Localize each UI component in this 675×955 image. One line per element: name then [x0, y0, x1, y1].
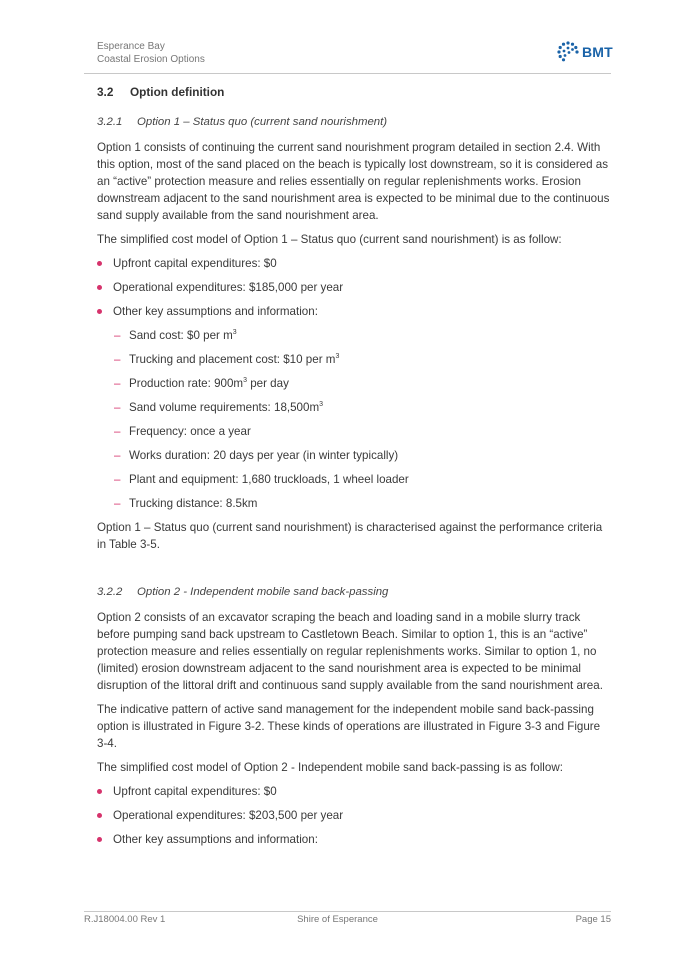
- bullet-icon: [97, 309, 102, 314]
- list-item: Operational expenditures: $185,000 per year: [97, 279, 612, 296]
- option-1-assumptions-list: [97, 327, 612, 512]
- list-item: – Trucking distance: 8.5km: [114, 497, 258, 510]
- section-heading: [97, 84, 612, 101]
- option-2-description: Option 2 consists of an excavator scraping the beach and loading sand in a mobile slurry track before pumping sand back upstream to Castletown Beach. Similar to option 1, this is an “active” protection measure and relies essentially on regular replenishments works. Similar to option 1, no (limited) erosion downstream adjacent to the sand nourishment area is expected to be minimal disruption of the littoral drift and continuous sand supply available from the sand nourishment area.: [97, 611, 603, 692]
- footer-report-number: R.J18004.00 Rev 1: [84, 914, 166, 925]
- option-1-cost-intro: The simplified cost model of Option 1 – Status quo (current sand nourishment) is as follow:: [97, 233, 562, 246]
- option-1-description: Option 1 consists of continuing the current sand nourishment program detailed in section 2.4. With this option, most of the sand placed on the beach is typically lost downstream, so it is considered as an “active” protection measure and relies essentially on regular replenishments works. Erosion downstream adjacent to the sand nourishment area is expected to be minimal due to the continuous sand supply available from the sand nourishment area.: [97, 141, 610, 222]
- dash-icon: –: [114, 353, 121, 366]
- bmt-logo-icon: [556, 40, 580, 64]
- dash-icon: –: [114, 425, 121, 438]
- header-project: Esperance Bay: [97, 41, 165, 52]
- bmt-logo-text: BMT: [582, 44, 613, 60]
- list-item: – Sand volume requirements: $18,500m^3$: [114, 401, 324, 414]
- bullet-icon: [97, 789, 102, 794]
- list-item: – Trucking and placement cost: $10 per $m^3$: [114, 353, 340, 366]
- subsection-2-number: 3.2.2: [97, 586, 123, 598]
- subsection-2-heading: [97, 584, 612, 601]
- bullet-icon: [97, 837, 102, 842]
- dash-icon: –: [114, 377, 121, 390]
- bullet-icon: [97, 261, 102, 266]
- page-body: [97, 84, 612, 855]
- document-header: [97, 40, 205, 66]
- header-report-title: Coastal Erosion Options: [97, 54, 205, 65]
- header-divider: [84, 73, 611, 74]
- dash-icon: –: [114, 497, 121, 510]
- list-item: – Plant and equipment: 1,680 truckloads, 1 wheel loader: [114, 473, 409, 486]
- bullet-icon: [97, 813, 102, 818]
- option-1-cost-list: [97, 255, 612, 320]
- subsection-1-number: 3.2.1: [97, 116, 123, 128]
- footer-client: Shire of Esperance: [297, 914, 378, 925]
- list-item: Other key assumptions and information:: [97, 831, 612, 848]
- section-number: 3.2: [97, 85, 114, 99]
- list-item: – Works duration: 20 days per year (in winter typically): [114, 449, 399, 462]
- option-1-closing: Option 1 – Status quo (current sand nourishment) is characterised against the performance criteria in Table 3-5.: [97, 521, 603, 551]
- option-2-cost-intro: The simplified cost model of Option 2 - Independent mobile sand back-passing is as follow:: [97, 761, 563, 774]
- option-2-pattern-paragraph: The indicative pattern of active sand management for the independent mobile sand back-passing option is illustrated in Figure 3-2. These kinds of operations are illustrated in Figure 3-3 and Figure 3-4.: [97, 703, 601, 750]
- section-title: Option definition: [130, 85, 225, 99]
- list-item: Upfront capital expenditures: $0: [97, 783, 612, 800]
- list-item: Operational expenditures: $203,500 per year: [97, 807, 612, 824]
- list-item: Other key assumptions and information:: [97, 303, 612, 320]
- footer-divider: [84, 911, 611, 912]
- list-item: – Sand cost: $0 per $m^3$: [114, 329, 237, 342]
- dash-icon: –: [114, 449, 121, 462]
- list-item: – Frequency: once a year: [114, 425, 251, 438]
- dash-icon: –: [114, 473, 121, 486]
- bmt-logo: [556, 40, 613, 64]
- list-item: Upfront capital expenditures: $0: [97, 255, 612, 272]
- dash-icon: –: [114, 329, 121, 342]
- subsection-1-heading: [97, 114, 612, 131]
- list-item: – Production rate: $900m^3$ per day: [114, 377, 289, 390]
- subsection-2-title: Option 2 - Independent mobile sand back-passing: [137, 586, 389, 598]
- footer-page-number: Page 15: [575, 914, 611, 925]
- subsection-1-title: Option 1 – Status quo (current sand nourishment): [137, 116, 388, 128]
- bullet-icon: [97, 285, 102, 290]
- option-2-cost-list: [97, 783, 612, 848]
- dash-icon: –: [114, 401, 121, 414]
